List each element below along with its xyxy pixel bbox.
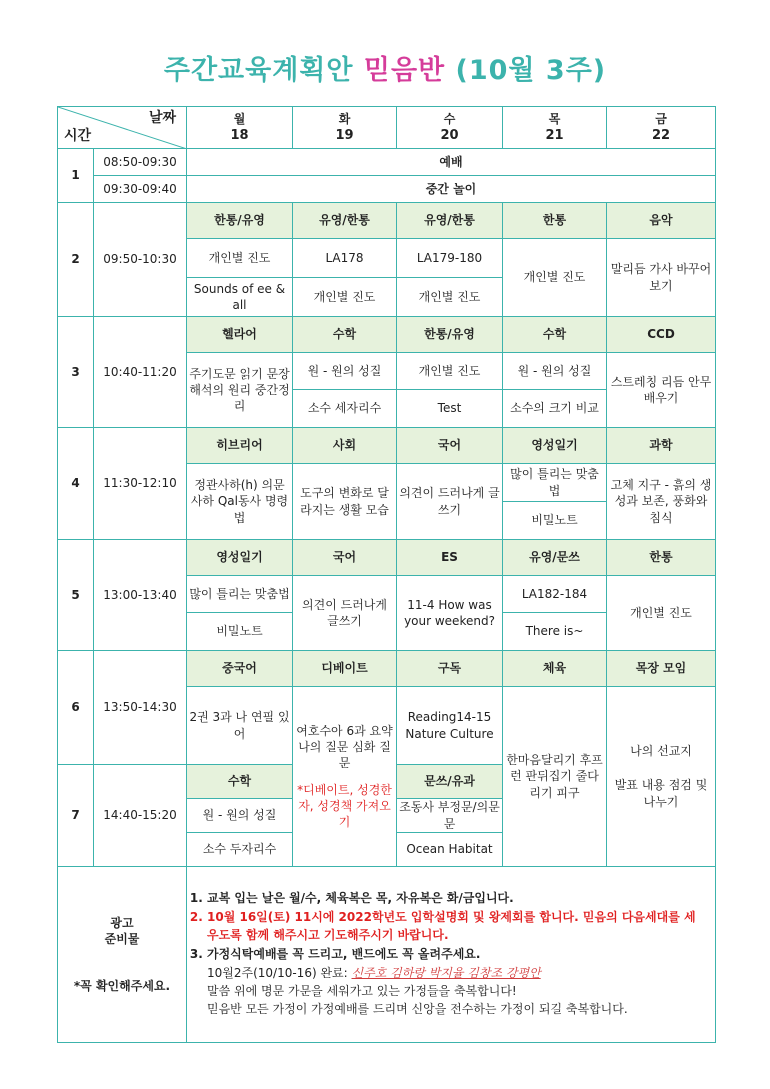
activity-worship: 예배 [187, 149, 716, 176]
subject-cell: 한통 [503, 203, 607, 239]
lesson-cell: 많이 틀리는 맞춤법 [503, 464, 607, 502]
note-admission-event: 2. 10월 16일(토) 11시에 2022학년도 입학설명회 및 왕제회를 합니다. 믿음의 다음세대를 세우도록 함께 해주시고 기도해주시기 바랍니다. [207, 908, 707, 944]
lesson-cell: 원 - 원의 성질 [503, 353, 607, 390]
debate-lesson: 여호수아 6과 요약 나의 질문 심화 질문 [296, 723, 393, 771]
subject-cell: 과학 [607, 428, 716, 464]
lesson-cell: 2권 3과 나 연필 있어 [187, 687, 293, 765]
lesson-cell: 비밀노트 [187, 613, 293, 651]
period-number: 6 [58, 651, 94, 765]
subject-cell: 문쓰/유과 [397, 765, 503, 799]
date-label: 날짜 [148, 110, 176, 126]
subject-cell: 한통 [607, 540, 716, 576]
title-week: (10월 3주) [455, 55, 607, 86]
subject-cell: 영성일기 [503, 428, 607, 464]
lesson-cell: 고체 지구 - 흙의 생성과 보존, 풍화와 침식 [607, 464, 716, 540]
subject-cell: 수학 [187, 765, 293, 799]
lesson-cell: 소수 두자리수 [187, 833, 293, 867]
subject-cell: ES [397, 540, 503, 576]
lesson-cell: 개인별 진도 [503, 239, 607, 317]
day-header-wed: 수 20 [397, 107, 503, 149]
lesson-cell: 개인별 진도 [293, 278, 397, 317]
lesson-cell: LA182-184 [503, 576, 607, 613]
lesson-cell: 주기도문 읽기 문장 해석의 원리 중간정리 [187, 353, 293, 428]
subject-cell: 구독 [397, 651, 503, 687]
completed-prefix: 10월2주(10/10-16) 완료: [207, 966, 348, 980]
day-header-tue: 화 19 [293, 107, 397, 149]
subject-cell: 디베이트 [293, 651, 397, 687]
lesson-cell: 개인별 진도 [187, 239, 293, 278]
period-time: 13:50-14:30 [94, 651, 187, 765]
subject-cell: 헬라어 [187, 317, 293, 353]
subject-cell: 중국어 [187, 651, 293, 687]
period-time: 10:40-11:20 [94, 317, 187, 428]
subject-cell: 히브리어 [187, 428, 293, 464]
subject-cell: 유영/한통 [397, 203, 503, 239]
period-time: 11:30-12:10 [94, 428, 187, 540]
day-header-mon: 월 18 [187, 107, 293, 149]
lesson-cell: Test [397, 390, 503, 428]
lesson-cell: LA179-180 [397, 239, 503, 278]
subject-cell: 한통/유영 [187, 203, 293, 239]
schedule-table [57, 106, 716, 1043]
lesson-cell: 원 - 원의 성질 [293, 353, 397, 390]
subject-cell: 영성일기 [187, 540, 293, 576]
notes-label-supplies: 준비물 [104, 932, 140, 947]
subject-cell: 수학 [503, 317, 607, 353]
subject-cell: 사회 [293, 428, 397, 464]
notes-label [58, 867, 187, 1043]
period-time: 08:50-09:30 [94, 149, 187, 176]
title-main: 주간교육계획안 [163, 55, 354, 86]
period-number: 1 [58, 149, 94, 203]
day-header-fri: 금 22 [607, 107, 716, 149]
period-time: 09:50-10:30 [94, 203, 187, 317]
completed-names: 신주호 김하랑 박지율 김창조 강평안 [351, 966, 541, 980]
day-header-thu: 목 21 [503, 107, 607, 149]
lesson-cell: Reading14-15 Nature Culture [397, 687, 503, 765]
lesson-cell: 말리듬 가사 바꾸어보기 [607, 239, 716, 317]
lesson-cell: 의견이 드러나게 글쓰기 [293, 576, 397, 651]
lesson-cell: 소수 세자리수 [293, 390, 397, 428]
period-time: 13:00-13:40 [94, 540, 187, 651]
notes-label-check: *꼭 확인해주세요. [73, 978, 171, 993]
subject-cell: 한통/유영 [397, 317, 503, 353]
lesson-cell: 조동사 부정문/의문문 [397, 799, 503, 833]
subject-cell: 국어 [293, 540, 397, 576]
title-class-name: 믿음반 [363, 55, 446, 86]
lesson-cell: 개인별 진도 [397, 353, 503, 390]
time-label: 시간 [64, 128, 92, 145]
period-number: 2 [58, 203, 94, 317]
lesson-cell: 정관사하(h) 의문사하 Qal동사 명령법 [187, 464, 293, 540]
note-uniform: 1. 교복 입는 날은 월/수, 체육복은 목, 자유복은 화/금입니다. [207, 889, 707, 907]
lesson-cell: 한마음달리기 후프런 판뒤집기 줄다리기 피구 [503, 687, 607, 867]
lesson-cell: 개인별 진도 [607, 576, 716, 651]
period-number: 5 [58, 540, 94, 651]
subject-cell: 유영/문쓰 [503, 540, 607, 576]
lesson-cell: 도구의 변화로 달라지는 생활 모습 [293, 464, 397, 540]
lesson-cell: Ocean Habitat [397, 833, 503, 867]
lesson-cell: 소수의 크기 비교 [503, 390, 607, 428]
subject-cell: 유영/한통 [293, 203, 397, 239]
note-blessing-2: 믿음반 모든 가정이 가정예배를 드리며 신앙을 전수하는 가정이 되길 축복합니다. [207, 1002, 628, 1016]
notes-content [187, 867, 716, 1043]
lesson-cell: 개인별 진도 [397, 278, 503, 317]
lesson-cell: 원 - 원의 성질 [187, 799, 293, 833]
presentation-check: 발표 내용 점검 및 나누기 [614, 778, 708, 809]
lesson-cell: 많이 틀리는 맞춤법 [187, 576, 293, 613]
page-title [0, 48, 770, 87]
period-time: 09:30-09:40 [94, 176, 187, 203]
note-completed [193, 964, 707, 982]
subject-cell: 국어 [397, 428, 503, 464]
note-family-worship: 3. 가정식탁예배를 꼭 드리고, 밴드에도 꼭 올려주세요. [207, 945, 707, 963]
lesson-cell: 의견이 드러나게 글쓰기 [397, 464, 503, 540]
subject-cell: 체육 [503, 651, 607, 687]
note-blessing-1: 말씀 위에 명문 가문을 세워가고 있는 가정들을 축복합니다! [207, 984, 517, 998]
lesson-cell: 11-4 How was your weekend? [397, 576, 503, 651]
period-number: 3 [58, 317, 94, 428]
mission-topic: 나의 선교지 [630, 744, 692, 759]
lesson-cell [607, 687, 716, 867]
period-number: 7 [58, 765, 94, 867]
header-corner [58, 107, 187, 149]
period-time: 14:40-15:20 [94, 765, 187, 867]
lesson-cell: 스트레칭 리듬 안무 배우기 [607, 353, 716, 428]
lesson-cell: There is~ [503, 613, 607, 651]
subject-cell: CCD [607, 317, 716, 353]
subject-cell: 수학 [293, 317, 397, 353]
lesson-cell: 비밀노트 [503, 502, 607, 540]
lesson-cell [293, 687, 397, 867]
notes-label-ad: 광고 [110, 916, 134, 931]
subject-cell: 음악 [607, 203, 716, 239]
debate-reminder: *디베이트, 성경한자, 성경책 가져오기 [297, 782, 392, 829]
lesson-cell: LA178 [293, 239, 397, 278]
activity-break: 중간 놀이 [187, 176, 716, 203]
period-number: 4 [58, 428, 94, 540]
subject-cell: 목장 모임 [607, 651, 716, 687]
lesson-cell: Sounds of ee & all [187, 278, 293, 317]
